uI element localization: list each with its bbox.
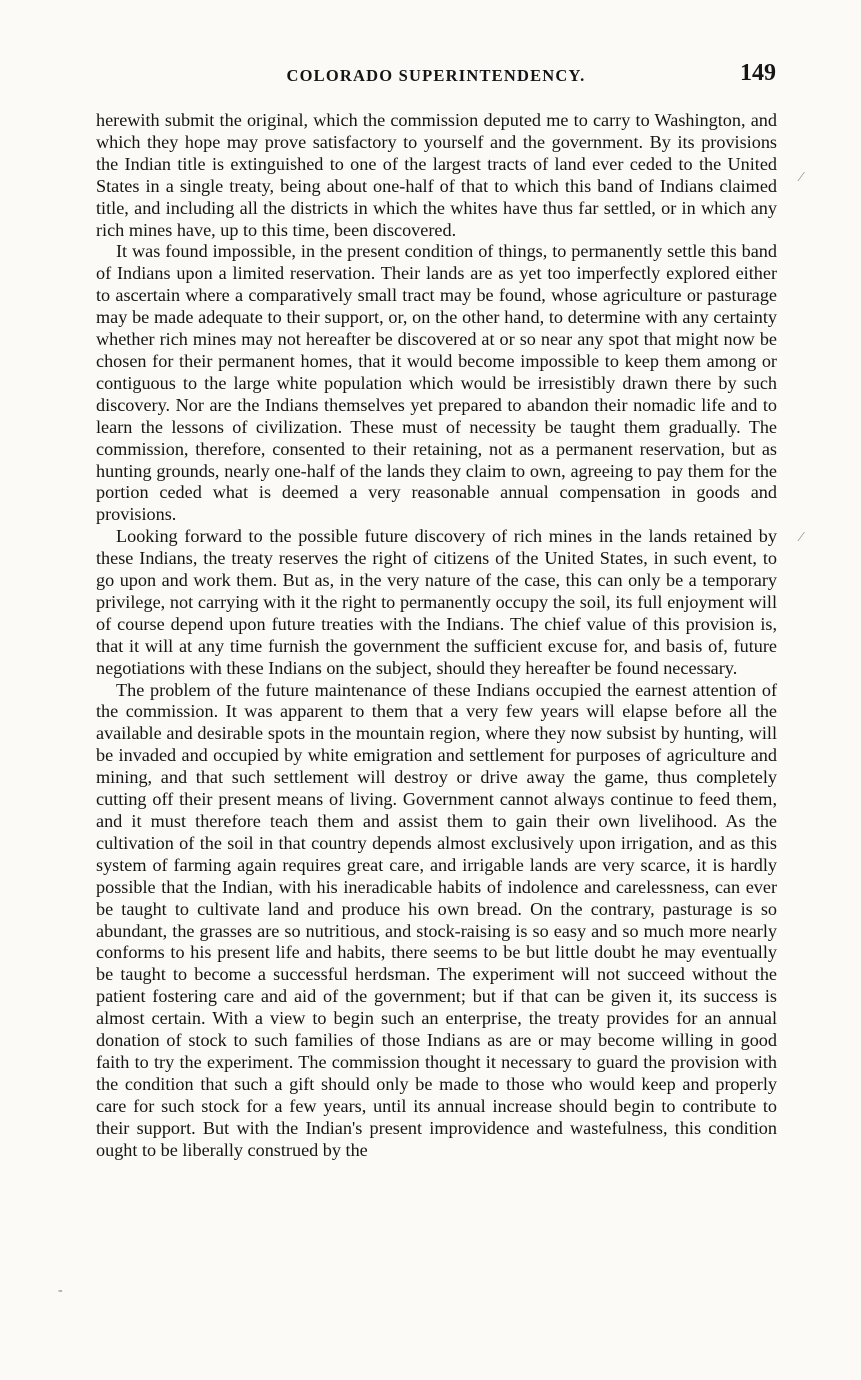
paragraph-3: Looking forward to the possible future discovery of rich mines in the lands retained by these Indians, the treaty reserves the right of citizens of the United States, in such event, to go upon and work them. But as, in the very nature of the case, this can only be a temporary privilege, not carrying with it the right to permanently occupy the soil, its full enjoyment will of course depend upon future treaties with the Indians. The chief value of this provision is, that it will at any time furnish the government the sufficient excuse for, and basis of, future negotiations with these Indians on the subject, should they hereafter be found necessary. [96, 526, 777, 678]
paragraph-2: It was found impossible, in the present condition of things, to permanently settle this band of Indians upon a limited reservation. Their lands are as yet too imperfectly explored either to ascertain where a comparatively small tract may be found, whose agriculture or pasturage may be made adequate to their support, or, on the other hand, to determine with any certainty whether rich mines may not hereafter be discovered at or so near any spot that might now be chosen for their permanent homes, that it would become impossible to keep them among or contiguous to the large white population which would be irresistibly drawn there by such discovery. Nor are the Indians themselves yet prepared to abandon their nomadic life and to learn the lessons of civilization. These must of necessity be taught them gradually. The commission, therefore, consented to their retaining, not as a permanent reservation, but as hunting grounds, nearly one-half of the lands they claim to own, agreeing to pay them for the portion ceded what is deemed a very reasonable annual compensation in goods and provisions. [96, 241, 777, 525]
page-header [96, 60, 776, 94]
margin-pencil-mark: ⁄ [800, 530, 803, 545]
paragraph-4: The problem of the future maintenance of these Indians occupied the earnest attention of the commission. It was apparent to them that a very few years will elapse before all the available and desirable spots in the mountain region, where they now subsist by hunting, will be invaded and occupied by white emigration and settlement for purposes of agriculture and mining, and that such settlement will destroy or drive away the game, thus completely cutting off their present means of living. Government cannot always continue to feed them, and it must therefore teach them and assist them to gain their own livelihood. As the cultivation of the soil in that country depends almost exclusively upon irrigation, and as this system of farming again requires great care, and irrigable lands are very scarce, it is hardly possible that the Indian, with his ineradicable habits of indolence and carelessness, can ever be taught to cultivate land and produce his own bread. On the contrary, pasturage is so abundant, the grasses are so nutritious, and stock-raising is so easy and so much more nearly conforms to his present life and habits, there seems to be but little doubt he may eventually be taught to become a successful herdsman. The experiment will not succeed without the patient fostering care and aid of the government; but if that can be given it, its success is almost certain. With a view to begin such an enterprise, the treaty provides for an annual donation of stock to such families of those Indians as are or may become willing in good faith to try the experiment. The commission thought it necessary to guard the provision with the condition that such a gift should only be made to those who would keep and properly care for such stock for a few years, until its annual increase should begin to contribute to their support. But with the Indian's present improvidence and wastefulness, this condition ought to be liberally construed by the [96, 679, 777, 1160]
paragraph-1: herewith submit the original, which the commission deputed me to carry to Washington, and which they hope may prove satisfactory to yourself and the government. By its provisions the Indian title is extinguished to one of the largest tracts of land ever ceded to the United States in a single treaty, being about one-half of that to which this band of Indians claimed title, and including all the districts in which the whites have thus far settled, or in which any rich mines have, up to this time, been discovered. [96, 110, 777, 240]
body-text [96, 110, 777, 1162]
page-number: 149 [740, 60, 776, 86]
margin-pencil-mark: ‑ [58, 1283, 63, 1298]
running-head: COLORADO SUPERINTENDENCY. [286, 66, 586, 85]
margin-pencil-mark: ⁄ [800, 170, 803, 185]
